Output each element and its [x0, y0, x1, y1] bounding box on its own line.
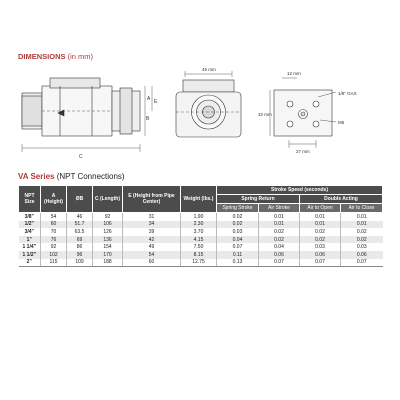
table-cell: 51.7: [67, 221, 93, 229]
table-cell: 70: [41, 228, 67, 236]
col-header-npt: NPT Size: [19, 186, 41, 213]
col-header-a: A (Height): [41, 186, 67, 213]
table-cell: 92: [93, 213, 123, 221]
side-view-label-e: E: [154, 99, 158, 105]
table-cell: 0.03: [300, 243, 341, 251]
dimensions-unit-note: (in mm): [67, 52, 94, 61]
col-header-weight: Weight (lbs.): [181, 186, 217, 213]
table-cell: 96: [67, 251, 93, 259]
table-cell: 0.02: [341, 228, 383, 236]
table-cell: 1 1/4": [19, 243, 41, 251]
table-cell: 0.07: [300, 259, 341, 267]
table-cell: 4.15: [181, 236, 217, 244]
col-header-e: E (Height from Pipe Center): [123, 186, 181, 213]
table-cell: 0.01: [259, 221, 300, 229]
table-cell: 8.15: [181, 251, 217, 259]
table-cell: 12.75: [181, 259, 217, 267]
table-cell: 1": [19, 236, 41, 244]
table-cell: 3.70: [181, 228, 217, 236]
table-cell: 76: [41, 236, 67, 244]
table-cell: 0.02: [300, 236, 341, 244]
table-row: [19, 221, 383, 229]
table-cell: 69: [67, 236, 93, 244]
table-cell: 0.03: [341, 243, 383, 251]
table-cell: 0.04: [217, 236, 259, 244]
table-cell: 39: [123, 228, 181, 236]
table-row: [19, 236, 383, 244]
col-header-b: ØB: [67, 186, 93, 213]
col-header-air-stroke: Air Stroke: [259, 204, 300, 213]
table-cell: 1 1/2": [19, 251, 41, 259]
table-cell: 0.07: [341, 259, 383, 267]
table-cell: 0.02: [217, 213, 259, 221]
col-header-double-acting: Double Acting: [300, 195, 383, 204]
table-cell: 0.02: [259, 236, 300, 244]
table-cell: 0.01: [300, 213, 341, 221]
table-cell: 60: [41, 221, 67, 229]
table-cell: 3/4": [19, 228, 41, 236]
top-view-label-m5: M5: [338, 120, 345, 125]
table-cell: 31: [123, 213, 181, 221]
table-cell: 2": [19, 259, 41, 267]
table-cell: 0.01: [341, 213, 383, 221]
table-cell: 1/2": [19, 221, 41, 229]
top-view-label-gas: 1/8" GAS: [338, 91, 357, 96]
table-cell: 42: [123, 236, 181, 244]
table-cell: 63.5: [67, 228, 93, 236]
table-cell: 188: [93, 259, 123, 267]
va-series-table: [18, 185, 383, 267]
front-view-drawing: [176, 71, 241, 137]
table-cell: 46: [67, 213, 93, 221]
dimension-drawings: [0, 0, 400, 170]
table-cell: 0.06: [341, 251, 383, 259]
table-row: [19, 243, 383, 251]
table-cell: 86: [67, 243, 93, 251]
table-cell: 0.07: [259, 259, 300, 267]
table-cell: 0.11: [217, 251, 259, 259]
va-series-table-body: [19, 213, 383, 267]
table-cell: 34: [123, 221, 181, 229]
table-cell: 0.02: [217, 221, 259, 229]
va-series-subtitle: (NPT Connections): [56, 172, 125, 181]
table-cell: 54: [123, 251, 181, 259]
va-series-heading: [18, 172, 125, 181]
col-header-air-to-open: Air to Open: [300, 204, 341, 213]
table-cell: 1.90: [181, 213, 217, 221]
table-cell: 0.01: [300, 221, 341, 229]
table-cell: 0.02: [259, 228, 300, 236]
table-row: [19, 251, 383, 259]
table-cell: 49: [123, 243, 181, 251]
table-cell: 106: [93, 221, 123, 229]
table-cell: 0.04: [259, 243, 300, 251]
table-cell: 109: [67, 259, 93, 267]
table-cell: 0.13: [217, 259, 259, 267]
table-cell: 0.07: [217, 243, 259, 251]
table-cell: 115: [41, 259, 67, 267]
table-row: [19, 228, 383, 236]
table-cell: 3/8": [19, 213, 41, 221]
table-cell: 0.06: [300, 251, 341, 259]
top-view-drawing: [270, 78, 336, 148]
table-cell: 2.30: [181, 221, 217, 229]
table-row: [19, 213, 383, 221]
col-header-air-to-close: Air to Close: [341, 204, 383, 213]
top-view-label-32: 32 mm: [258, 112, 272, 117]
col-header-stroke-speed: Stroke Speed (seconds): [217, 186, 383, 195]
table-cell: 102: [41, 251, 67, 259]
side-view-drawing: [22, 78, 152, 152]
table-cell: 126: [93, 228, 123, 236]
table-cell: 7.50: [181, 243, 217, 251]
col-header-spring-return: Spring Return: [217, 195, 300, 204]
table-cell: 0.01: [259, 213, 300, 221]
table-cell: 0.02: [300, 228, 341, 236]
va-series-title: VA Series: [18, 172, 55, 181]
col-header-spring-stroke: Spring Stroke: [217, 204, 259, 213]
col-header-c: C (Length): [93, 186, 123, 213]
table-cell: 0.01: [341, 221, 383, 229]
table-cell: 92: [41, 243, 67, 251]
side-view-label-c: C: [79, 154, 83, 160]
table-cell: 0.06: [259, 251, 300, 259]
side-view-label-a: A: [147, 96, 151, 102]
table-cell: 136: [93, 236, 123, 244]
table-cell: 170: [93, 251, 123, 259]
top-view-label-12: 12 mm: [287, 71, 301, 76]
table-cell: 154: [93, 243, 123, 251]
top-view-label-27: 27 mm: [296, 149, 310, 154]
table-cell: 0.02: [341, 236, 383, 244]
table-cell: 54: [41, 213, 67, 221]
dimensions-title: DIMENSIONS: [18, 52, 66, 61]
table-row: [19, 259, 383, 267]
front-view-width-label: 45 mm: [202, 67, 216, 72]
table-cell: 60: [123, 259, 181, 267]
table-cell: 0.03: [217, 228, 259, 236]
side-view-label-b: B: [146, 116, 150, 122]
